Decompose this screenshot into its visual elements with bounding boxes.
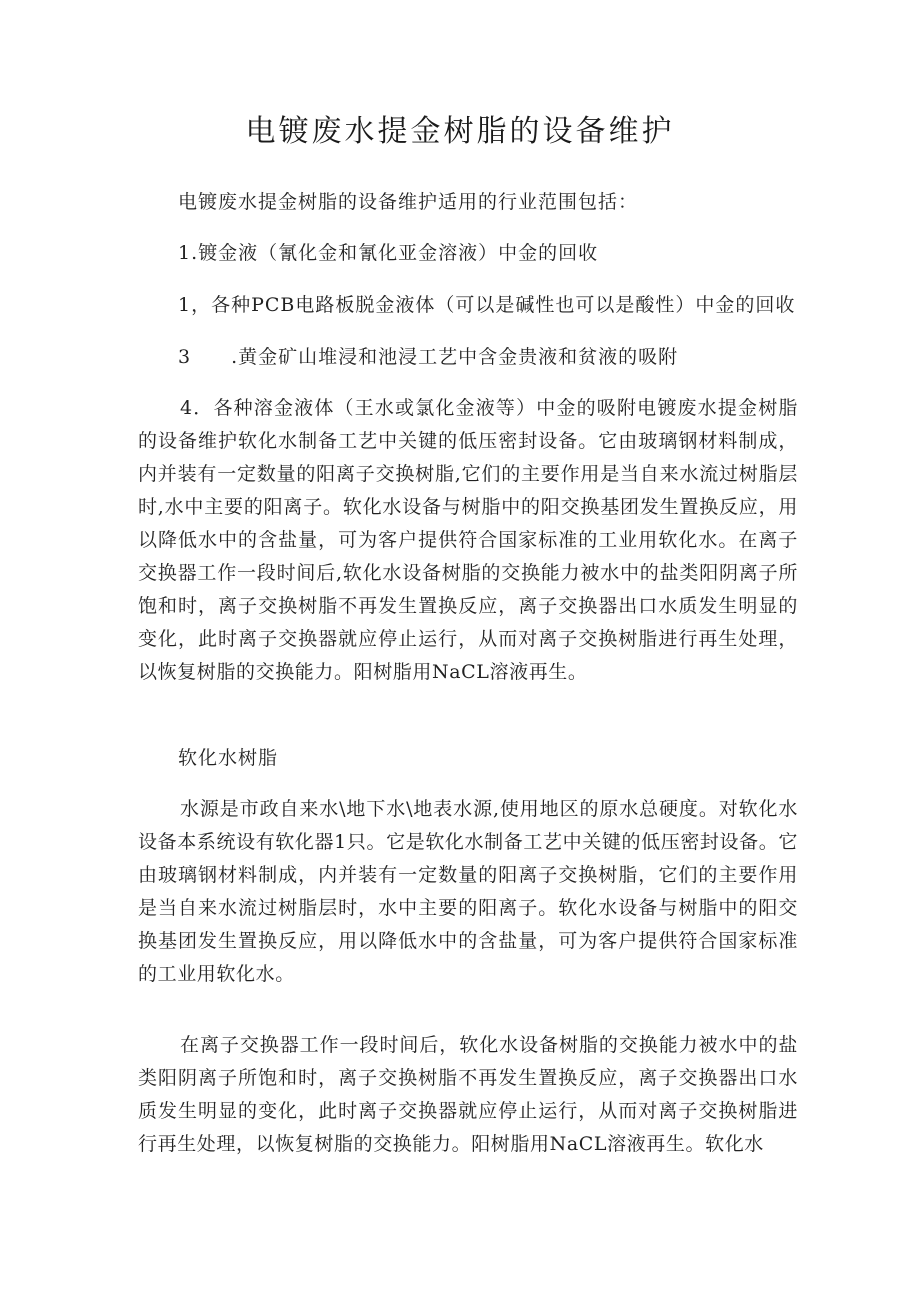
document-title: 电镀废水提金树脂的设备维护 <box>245 114 675 149</box>
paragraph-3: 在离子交换器工作一段时间后，软化水设备树脂的交换能力被水中的盐类阳阴离子所饱和时，离子交换树脂不再发生置换反应，离子交换器出口水质发生明显的变化，此时离子交换器就应停止运行，从而对离子交换树脂进行再生处理，以恢复树脂的交换能力。阳树脂用NaCL溶液再生。软化水 <box>138 1034 798 1155</box>
list-item-2: 1，各种PCB电路板脱金液体（可以是碱性也可以是酸性）中金的回收 <box>178 294 796 316</box>
list-item-3: 3 .黄金矿山堆浸和池浸工艺中含金贵液和贫液的吸附 <box>178 346 679 368</box>
intro-line: 电镀废水提金树脂的设备维护适用的行业范围包括： <box>178 191 639 213</box>
paragraph-2: 水源是市政自来水\地下水\地表水源,使用地区的原水总硬度。对软化水设备本系统设有软化器1只。它是软化水制备工艺中关键的低压密封设备。它由玻璃钢材料制成，内并装有一定数量的阳离子交换树脂，它们的主要作用是当自来水流过树脂层时，水中主要的阳离子。软化水设备与树脂中的阳交换基团发生置换反应，用以降低水中的含盐量，可为客户提供符合国家标准的工业用软化水。 <box>138 798 798 985</box>
subheading: 软化水树脂 <box>178 747 279 769</box>
paragraph-1: 4．各种溶金液体（王水或氯化金液等）中金的吸附电镀废水提金树脂的设备维护软化水制备工艺中关键的低压密封设备。它由玻璃钢材料制成，内并装有一定数量的阳离子交换树脂,它们的主要作用是当自来水流过树脂层时,水中主要的阳离子。软化水设备与树脂中的阳交换基团发生置换反应，用以降低水中的含盐量，可为客户提供符合国家标准的工业用软化水。在离子交换器工作一段时间后,软化水设备树脂的交换能力被水中的盐类阳阴离子所饱和时，离子交换树脂不再发生置换反应，离子交换器出口水质发生明显的变化，此时离子交换器就应停止运行，从而对离子交换树脂进行再生处理，以恢复树脂的交换能力。阳树脂用NaCL溶液再生。 <box>138 397 798 683</box>
list-item-1: 1.镀金液（氰化金和氰化亚金溶液）中金的回收 <box>178 242 599 264</box>
